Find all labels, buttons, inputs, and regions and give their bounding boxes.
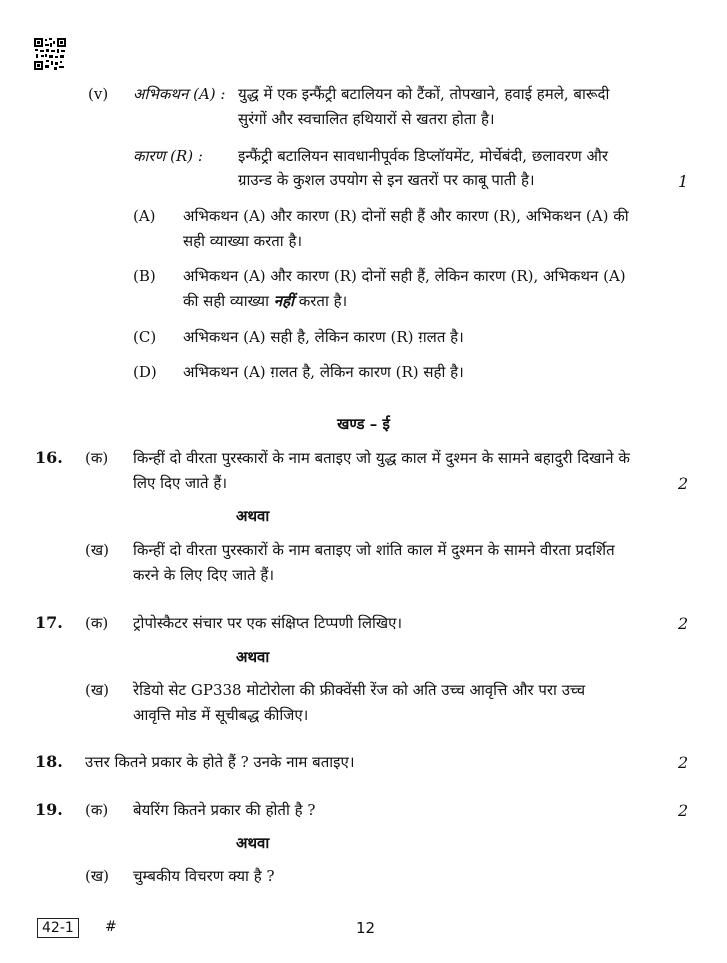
or-label: अथवा bbox=[236, 648, 270, 666]
option-text-part: की सही व्याख्या bbox=[183, 292, 274, 310]
option-label: (A) bbox=[133, 207, 156, 225]
marks: 2 bbox=[678, 801, 689, 820]
assertion-text: सुरंगों और स्वचालित हथियारों से खतरा होता है। bbox=[238, 110, 495, 128]
question-label: (v) bbox=[88, 85, 109, 103]
marks: 1 bbox=[678, 172, 689, 191]
subquestion-label: (ख) bbox=[85, 541, 109, 559]
or-label: अथवा bbox=[236, 507, 270, 525]
question-number: 18. bbox=[35, 752, 63, 771]
question-text: ट्रोपोस्कैटर संचार पर एक संक्षिप्त टिप्पणी लिखिए। bbox=[133, 614, 403, 632]
subquestion-label: (क) bbox=[85, 801, 109, 819]
question-text: आवृत्ति मोड में सूचीबद्ध कीजिए। bbox=[133, 706, 309, 724]
subquestion-label: (ख) bbox=[85, 867, 109, 885]
option-text-part: करता है। bbox=[293, 292, 348, 310]
marks: 2 bbox=[678, 614, 689, 633]
question-number: 16. bbox=[35, 448, 63, 467]
reason-label: कारण (R) : bbox=[133, 147, 203, 165]
option-text bbox=[183, 291, 347, 311]
question-number: 19. bbox=[35, 800, 63, 819]
question-number: 17. bbox=[35, 613, 63, 632]
subquestion-label: (क) bbox=[85, 614, 109, 632]
option-emphasis: नहीं bbox=[273, 292, 294, 310]
assertion-label: अभिकथन (A) : bbox=[133, 85, 226, 103]
option-text: अभिकथन (A) ग़लत है, लेकिन कारण (R) सही है। bbox=[183, 363, 464, 381]
section-title: खण्ड – ई bbox=[337, 415, 390, 433]
question-text: करने के लिए दिए जाते हैं। bbox=[133, 566, 275, 584]
or-label: अथवा bbox=[236, 834, 270, 852]
assertion-text: युद्ध में एक इन्फैंट्री बटालियन को टैंकों, तोपखाने, हवाई हमले, बारूदी bbox=[238, 85, 610, 103]
option-label: (D) bbox=[133, 363, 157, 381]
question-text: लिए दिए जाते हैं। bbox=[133, 474, 228, 492]
option-label: (C) bbox=[133, 328, 157, 346]
marks: 2 bbox=[678, 753, 689, 772]
option-text: अभिकथन (A) और कारण (R) दोनों सही हैं, लेकिन कारण (R), अभिकथन (A) bbox=[183, 267, 626, 285]
qr-code-icon bbox=[34, 38, 66, 70]
option-text: सही व्याख्या करता है। bbox=[183, 232, 303, 250]
marks: 2 bbox=[678, 474, 689, 493]
reason-text: ग्राउन्ड के कुशल उपयोग से इन खतरों पर काबू पाती है। bbox=[238, 171, 535, 189]
question-text: उत्तर कितने प्रकार के होते हैं ? उनके नाम बताइए। bbox=[85, 753, 355, 771]
option-label: (B) bbox=[133, 267, 156, 285]
option-text: अभिकथन (A) सही है, लेकिन कारण (R) ग़लत है। bbox=[183, 328, 464, 346]
option-text: अभिकथन (A) और कारण (R) दोनों सही हैं और कारण (R), अभिकथन (A) की bbox=[183, 207, 629, 225]
subquestion-label: (क) bbox=[85, 449, 109, 467]
paper-code-badge: 42-1 bbox=[37, 918, 79, 938]
question-text: किन्हीं दो वीरता पुरस्कारों के नाम बताइए जो शांति काल में दुश्मन के सामने वीरता प्रदर्शित bbox=[133, 541, 615, 559]
reason-text: इन्फैंट्री बटालियन सावधानीपूर्वक डिप्लॉयमेंट, मोर्चेबंदी, छलावरण और bbox=[238, 147, 608, 165]
footer-hash: # bbox=[105, 919, 117, 935]
subquestion-label: (ख) bbox=[85, 681, 109, 699]
page-number: 12 bbox=[356, 919, 376, 937]
question-text: चुम्बकीय विचरण क्या है ? bbox=[133, 867, 275, 885]
question-text: रेडियो सेट GP338 मोटोरोला की फ्रीक्वेंसी रेंज को अति उच्च आवृत्ति और परा उच्च bbox=[133, 681, 586, 699]
question-text: बेयरिंग कितने प्रकार की होती है ? bbox=[133, 801, 316, 819]
question-text: किन्हीं दो वीरता पुरस्कारों के नाम बताइए जो युद्ध काल में दुश्मन के सामने बहादुरी दिखाने के bbox=[133, 449, 630, 467]
